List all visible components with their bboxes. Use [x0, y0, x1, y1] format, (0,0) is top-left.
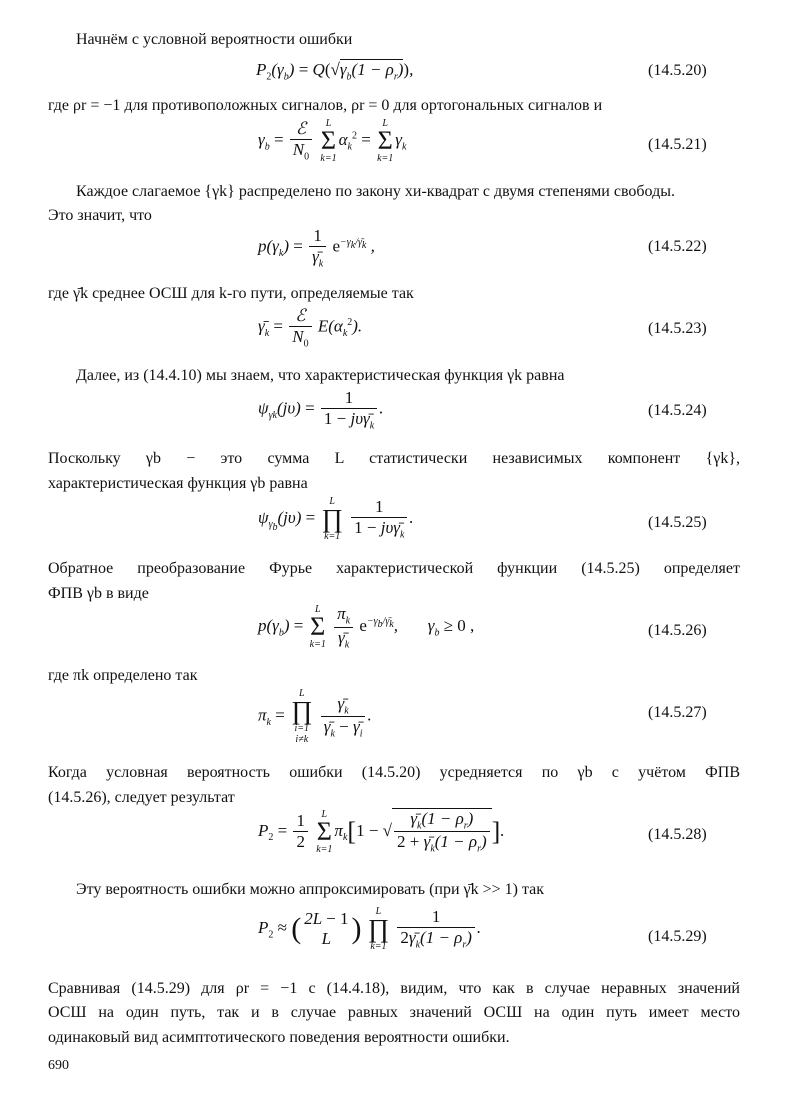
paragraph-chi-square-cont: Это значит, что: [48, 207, 152, 224]
equation-14-5-21: $\gamma_b$ = $\frac{\text{ℰ}}{N_0}$ L Σ k=1 $\alpha_k^2$ = L Σ k=1 $\gamma_k$: [258, 118, 407, 164]
paragraph-fourier: Обратное преобразование Фурье характеристической функции (14.5.25) определяет: [48, 560, 740, 577]
page-number: 690: [48, 1058, 69, 1073]
equation-14-5-27: $\pi_k$ = L ∏ i=1 i≠k $\frac{\gammā_k}{\gammā_k - \gammā_i}$ .: [258, 688, 372, 745]
equation-number: (14.5.29): [648, 928, 707, 945]
paragraph-conclusion: Сравнивая (14.5.29) для ρr = −1 с (14.4.18), видим, что как в случае неравных значений: [48, 980, 740, 997]
paragraph-conclusion-end: одинаковый вид асимптотического поведения вероятности ошибки.: [48, 1029, 510, 1046]
paragraph-average-snr: где γ̄k среднее ОСШ для k-го пути, определяемые так: [48, 285, 414, 302]
equation-number: (14.5.20): [648, 62, 707, 79]
equation-number: (14.5.28): [648, 826, 707, 843]
equation-14-5-23: $\gammā_k$ = $\frac{\text{ℰ}}{N_0}$ $E(\alpha_k^2)$.: [258, 306, 363, 350]
paragraph-char-func: Далее, из (14.4.10) мы знаем, что характеристическая функция γk равна: [76, 367, 565, 384]
equation-14-5-25: $\psi_{\gamma_b}(j\upsilon)$ = L ∏ k=1 $\frac{1}{1 - j\upsilon\gammā_k}$ .: [258, 496, 414, 542]
equation-14-5-28: $P_2$ = $\frac{1}{2}$ L Σ k=1 $\pi_k[1$ − √ $\frac{\gammā_k(1 - \rho_r)}{2 + \gammā_k(1 - \rho_r)}$ ].: [258, 808, 505, 855]
paragraph-sum-independent-cont: характеристическая функция γb равна: [48, 475, 308, 492]
paragraph-pi-def: где πk определено так: [48, 667, 198, 684]
equation-number: (14.5.21): [648, 136, 707, 153]
equation-14-5-20: $P_2(\gamma_b) = Q(√\gamma_b(1 - \rho_r))$,: [256, 60, 414, 83]
equation-14-5-22: $p(\gamma_k)$ = $\frac{1}{\gammā_k}$ $e^{-\gamma_k/\gammā_k}$ ,: [258, 226, 375, 270]
equation-number: (14.5.26): [648, 622, 707, 639]
paragraph-sum-independent: Поскольку γb − это сумма L статистически независимых компонент {γk},: [48, 450, 740, 467]
equation-number: (14.5.23): [648, 320, 707, 337]
equation-14-5-29: $P_2$ ≈ ( 2L − 1 L ) L ∏ k=1 $\frac{1}{2\gammā_k(1 - \rho_r)}$ .: [258, 906, 482, 952]
paragraph-chi-square: Каждое слагаемое {γk} распределено по закону хи-квадрат с двумя степенями свободы.: [76, 183, 675, 200]
equation-14-5-24: $\psi_{\gamma k}(j\upsilon)$ = $\frac{1}{1 - j\upsilon\gammā_k}$ .: [258, 388, 384, 432]
paragraph-conclusion-cont: ОСШ на один путь, так и в случае равных значений ОСШ на один путь имеет место: [48, 1004, 740, 1021]
equation-number: (14.5.22): [648, 238, 707, 255]
paragraph-approximation: Эту вероятность ошибки можно аппроксимировать (при γ̄k >> 1) так: [76, 881, 545, 898]
paragraph-averaging: Когда условная вероятность ошибки (14.5.20) усредняется по γb с учётом ФПВ: [48, 764, 740, 781]
equation-number: (14.5.25): [648, 514, 707, 531]
paragraph-intro: Начнём с условной вероятности ошибки: [76, 31, 353, 48]
paragraph-fourier-cont: ФПВ γb в виде: [48, 585, 149, 602]
equation-number: (14.5.27): [648, 704, 707, 721]
paragraph-averaging-cont: (14.5.26), следует результат: [48, 789, 235, 806]
paragraph-rho: где ρr = −1 для противоположных сигналов, ρr = 0 для ортогональных сигналов и: [48, 97, 603, 114]
equation-14-5-26: $p(\gamma_b)$ = L Σ k=1 $\frac{\pi_k}{\gammā_k}$ $e^{-\gamma_b/\gammā_k}$, $\gamma_b \ge 0$ ,: [258, 604, 475, 650]
equation-number: (14.5.24): [648, 402, 707, 419]
